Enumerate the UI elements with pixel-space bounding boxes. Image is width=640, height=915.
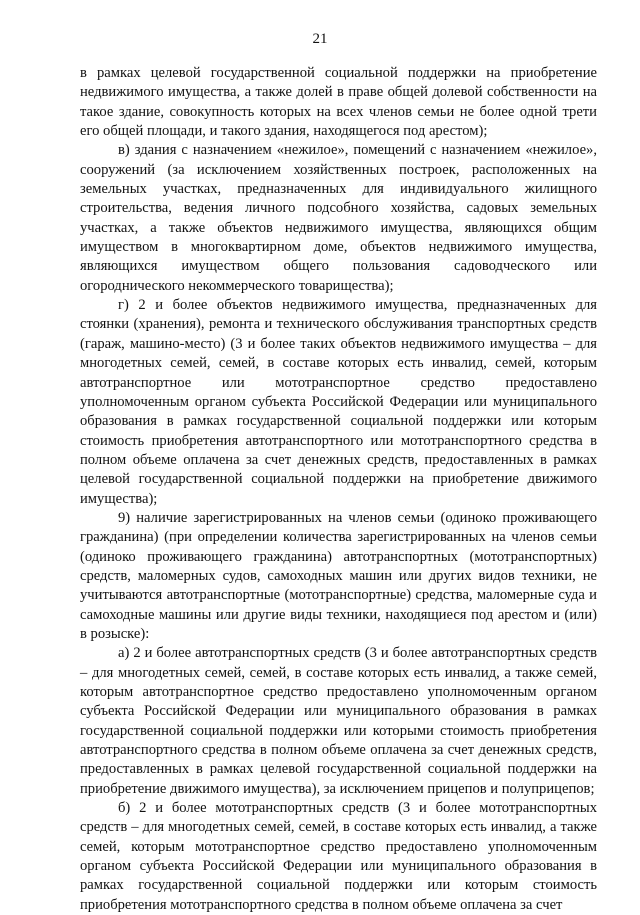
paragraph-item-b: б) 2 и более мототранспортных средств (3 и более мототранспортных средств – для многодетных семей, семей, в составе которых есть инвалид, а также семей, которым мототранспортное средство предоставлено уполномоченным органом субъекта Российской Федерации или муниципального образования в рамках государственной социальной поддержки или которым стоимость приобретения мототранспортного средства в полном объеме оплачена за счет (80, 800, 597, 913)
page-number: 21 (312, 31, 328, 47)
paragraph-item-a: а) 2 и более автотранспортных средств (3 и более автотранспортных средств – для многодетных семей, семей, в составе которых есть инвалид, а также семей, которым автотранспортное средство предоставлено уполномоченным органом субъекта Российской Федерации или муниципального образования в рамках государственной социальной поддержки или которыми стоимость приобретения автотранспортного средства в полном объеме оплачена за счет денежных средств, предоставленных в рамках целевой государственной социальной поддержки на приобретение движимого имущества), за исключением прицепов и полуприцепов; (80, 645, 597, 797)
document-body (80, 64, 597, 915)
paragraph-continuation: в рамках целевой государственной социальной поддержки на приобретение недвижимого имущества, а также долей в праве общей долевой собственности на такое здание, совокупность которых на всех членов семьи не более одной трети его общей площади, и такого здания, находящегося под арестом); (80, 65, 597, 140)
paragraph-item-9: 9) наличие зарегистрированных на членов семьи (одиноко проживающего гражданина) (при определении количества зарегистрированных на членов семьи (одиноко проживающего гражданина) автотранспортных (мототранспортных) средств, маломерных судов, самоходных машин или других видов техники, не учитываются автотранспортные (мототранспортные) средства, маломерные суда и самоходные машины или другие виды техники, находящиеся под арестом и (или) в розыске): (80, 509, 597, 642)
paragraph-item-g: г) 2 и более объектов недвижимого имущества, предназначенных для стоянки (хранения), ремонта и технического обслуживания транспортных средств (гараж, машино-место) (3 и более таких объектов недвижимого имущества – для многодетных семей, семей, в составе которых есть инвалид, семей, которым автотранспортное или мототранспортное средство предоставлено уполномоченным органом субъекта Российской Федерации или муниципального образования в рамках государственной социальной поддержки или которым стоимость приобретения автотранспортного или мототранспортного средства в полном объеме оплачена за счет денежных средств, предоставленных в рамках целевой государственной социальной поддержки на приобретение движимого имущества); (80, 297, 597, 507)
paragraph-item-v: в) здания с назначением «нежилое», помещений с назначением «нежилое», сооружений (за исключением хозяйственных построек, расположенных на земельных участках, предназначенных для индивидуального жилищного строительства, ведения личного подсобного хозяйства, садовых земельных участках, а также объектов недвижимого имущества, являющихся общим имуществом в многоквартирном доме, объектов недвижимого имущества, являющихся имуществом общего пользования садоводческого или огороднического некоммерческого товарищества); (80, 142, 597, 294)
